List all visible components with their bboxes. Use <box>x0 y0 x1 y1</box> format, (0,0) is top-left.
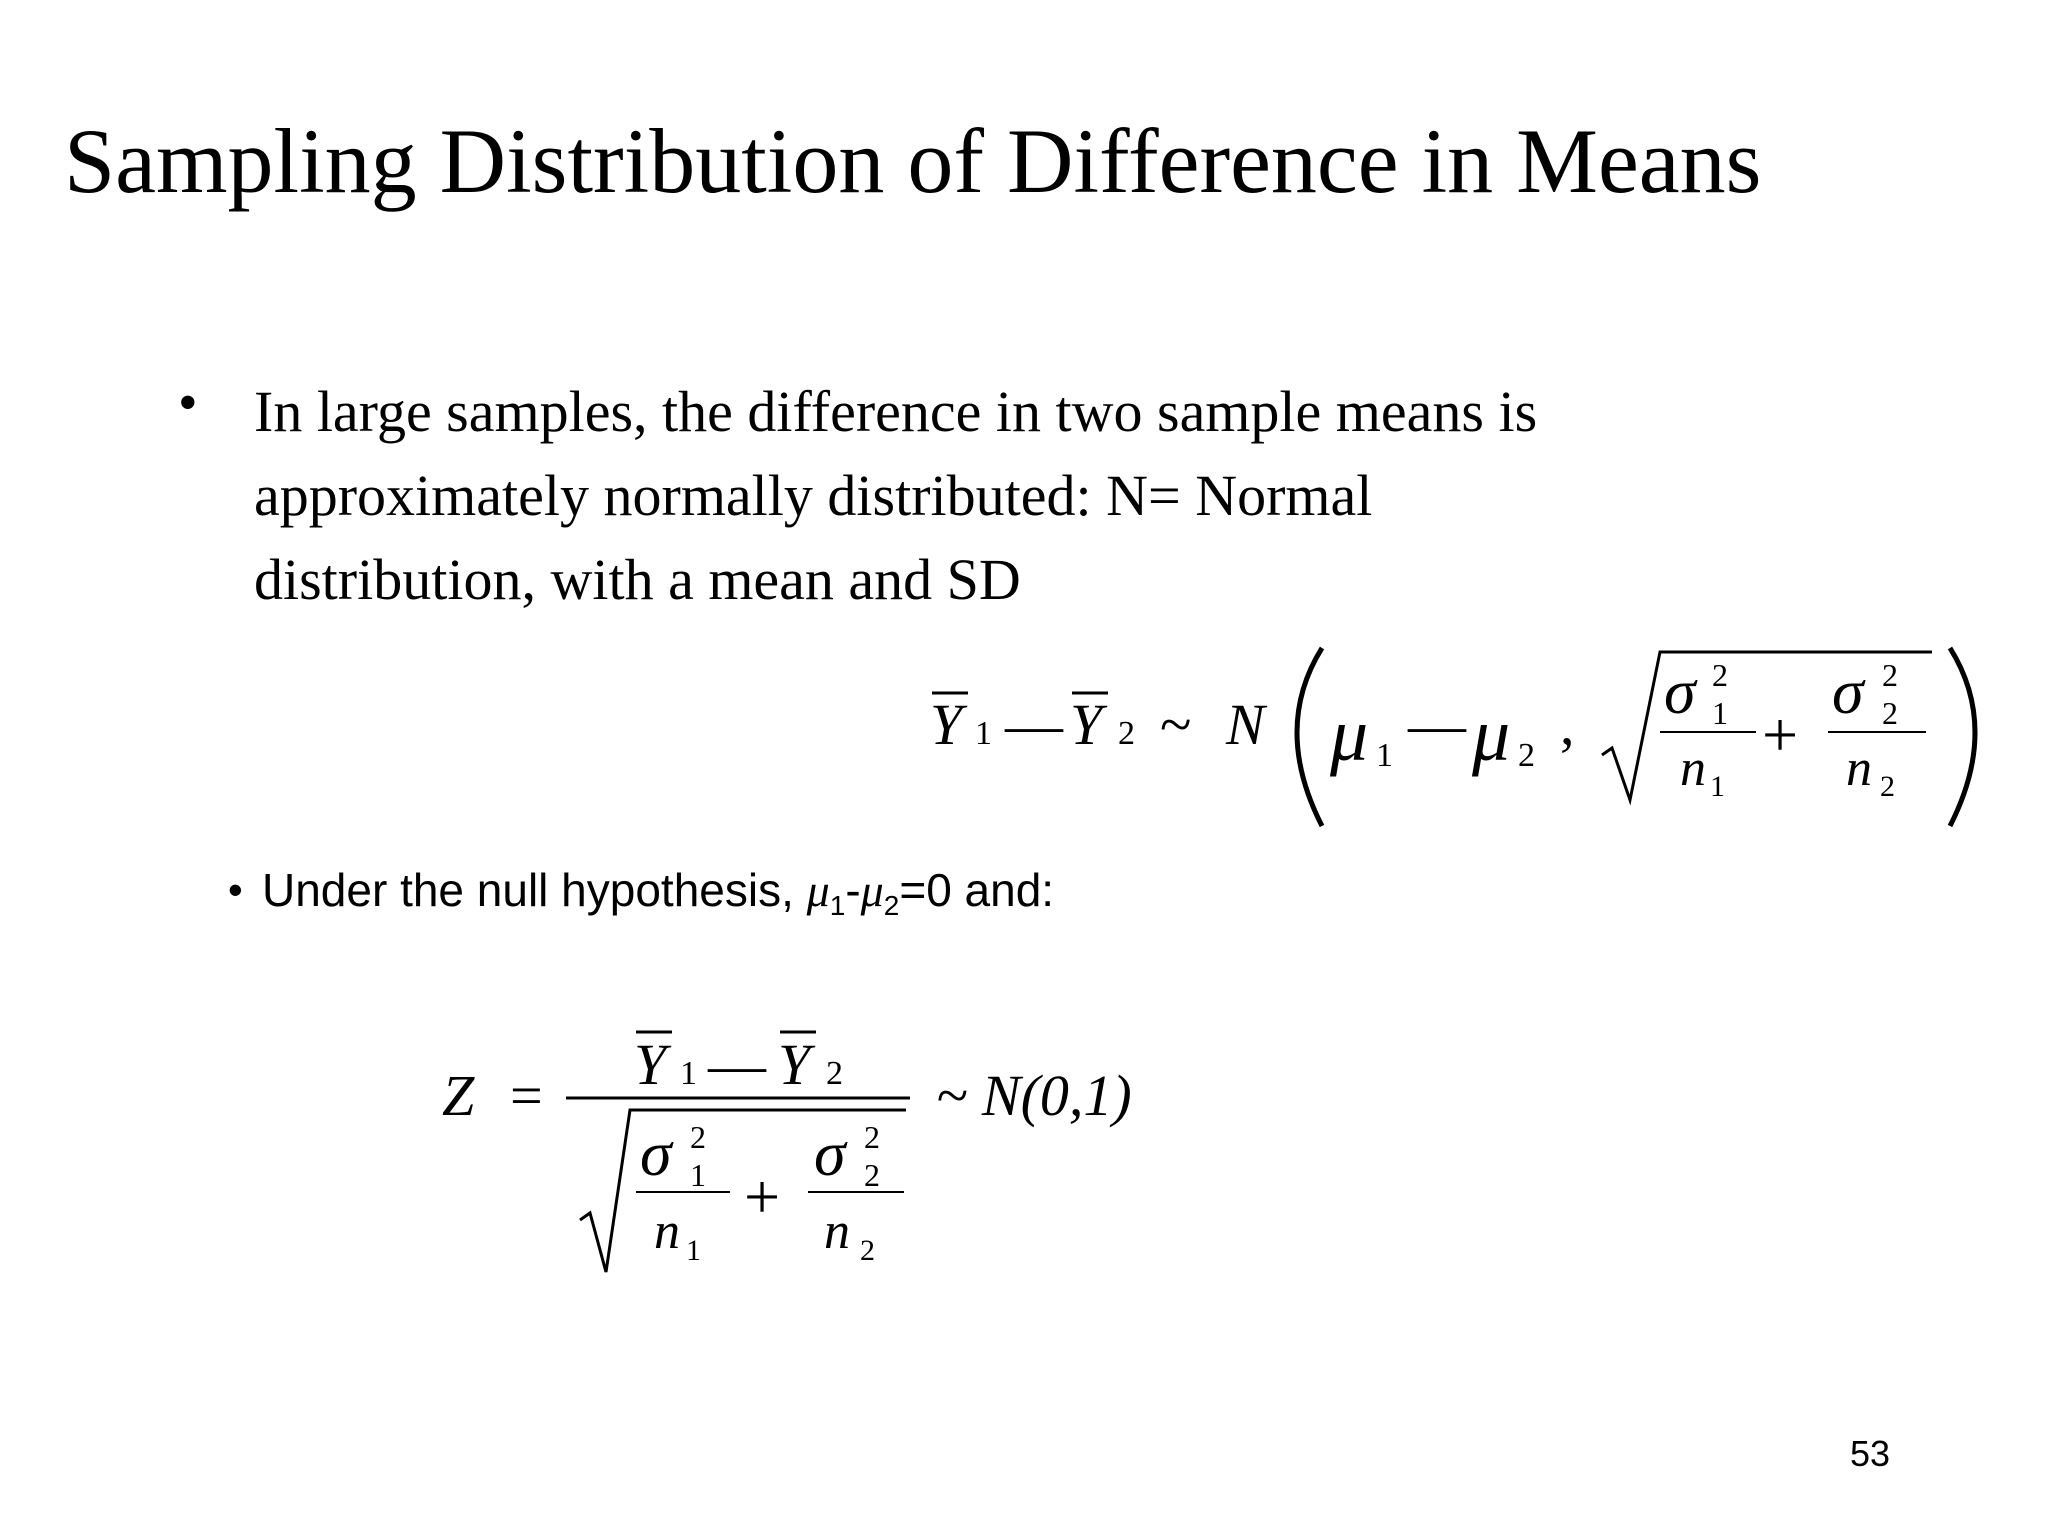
eq1-y2-subscript: 2 <box>1118 715 1135 752</box>
eq1-sigma2-subscript: 2 <box>1882 695 1898 731</box>
eq2-n1: n <box>654 1203 680 1260</box>
eq2-sigma2-square: 2 <box>864 1119 880 1155</box>
eq2-y2-subscript: 2 <box>826 1055 843 1092</box>
sub-bullet-text <box>262 863 1054 922</box>
eq2-y1-symbol: Y <box>634 1032 667 1097</box>
slide-title: Sampling Distribution of Difference in Means <box>64 110 1762 212</box>
eq1-minus: — <box>1005 692 1063 757</box>
z-statistic-equation <box>0 980 2048 1320</box>
eq1-sigma2-square: 2 <box>1882 657 1898 693</box>
eq2-sigma2: σ <box>814 1118 846 1189</box>
eq1-right-paren <box>1950 648 1975 826</box>
eq1-left-paren <box>1297 648 1322 826</box>
eq2-n1-subscript: 1 <box>686 1234 701 1267</box>
eq2-sigma1-subscript: 1 <box>690 1157 706 1193</box>
bullet-marker: • <box>178 372 198 434</box>
eq1-comma: , <box>1560 692 1575 757</box>
eq1-n1: n <box>1680 740 1706 797</box>
eq1-mu-minus: — <box>1408 692 1466 757</box>
eq1-mu1: μ <box>1330 693 1369 777</box>
eq2-sigma2-subscript: 2 <box>864 1157 880 1193</box>
eq2-y1-subscript: 1 <box>680 1055 697 1092</box>
mu1-symbol: μ <box>806 865 830 916</box>
sub-bullet-suffix: =0 and: <box>899 864 1055 916</box>
eq1-sigma1: σ <box>1664 656 1696 727</box>
eq2-z: Z <box>442 1063 475 1128</box>
eq2-n2-subscript: 2 <box>860 1234 875 1267</box>
eq2-sigma1: σ <box>640 1118 672 1189</box>
eq2-plus: + <box>744 1161 781 1232</box>
eq2-rhs: ~ N(0,1) <box>936 1063 1132 1128</box>
eq1-sigma1-subscript: 1 <box>1712 695 1728 731</box>
eq1-mu1-subscript: 1 <box>1376 737 1393 774</box>
eq1-y2-symbol: Y <box>1070 692 1103 757</box>
eq1-tilde: ~ <box>1160 692 1192 757</box>
eq1-sigma2: σ <box>1832 656 1864 727</box>
eq1-n2: n <box>1846 740 1872 797</box>
mu2-symbol: μ <box>860 865 884 916</box>
mu2-subscript: 2 <box>883 890 900 921</box>
eq1-y1-subscript: 1 <box>975 715 992 752</box>
eq1-normal-N: N <box>1226 692 1265 757</box>
page-number: 53 <box>1850 1433 1891 1474</box>
bullet-line-2: approximately normally distributed: N= Normal <box>254 463 1373 528</box>
eq1-mu2-subscript: 2 <box>1518 737 1535 774</box>
sub-bullet-marker: • <box>228 866 243 913</box>
mu1-subscript: 1 <box>829 890 846 921</box>
mu-dash: - <box>845 864 861 916</box>
eq1-n2-subscript: 2 <box>1880 770 1895 803</box>
eq1-n1-subscript: 1 <box>1710 770 1725 803</box>
eq2-sigma1-square: 2 <box>690 1119 706 1155</box>
eq2-equals: = <box>510 1063 543 1128</box>
eq2-n2: n <box>824 1203 850 1260</box>
eq1-sigma1-square: 2 <box>1712 657 1728 693</box>
bullet-line-3: distribution, with a mean and SD <box>254 547 1021 612</box>
eq1-y1-symbol: Y <box>930 692 963 757</box>
bullet-line-1: In large samples, the difference in two sample means is <box>254 379 1538 444</box>
eq1-plus: + <box>1762 699 1799 770</box>
eq2-minus: — <box>708 1032 766 1097</box>
sub-bullet-prefix: Under the null hypothesis, <box>262 864 807 916</box>
eq2-y2-symbol: Y <box>778 1032 811 1097</box>
eq1-mu2: μ <box>1472 693 1511 777</box>
